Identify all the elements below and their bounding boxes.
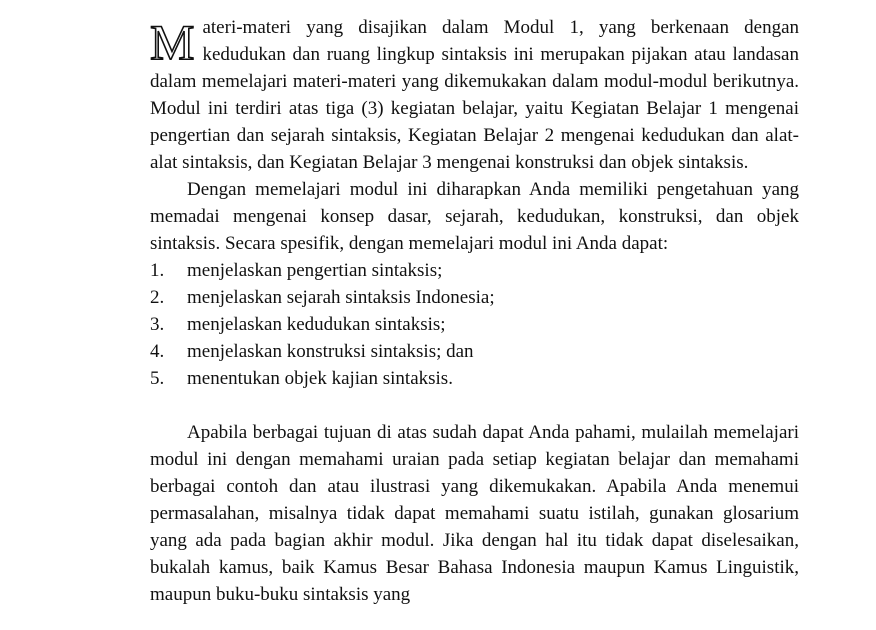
list-number: 5. bbox=[150, 368, 165, 389]
objectives-intro-paragraph: Dengan memelajari modul ini diharapkan Anda memiliki pengetahuan yang memadai mengenai konsep dasar, sejarah, kedudukan, konstruksi, dan objek sintaksis. Secara spesifik, dengan memelajari modul ini Anda dapat: bbox=[150, 179, 799, 254]
list-item bbox=[150, 338, 799, 365]
study-guidance-paragraph: Apabila berbagai tujuan di atas sudah dapat Anda pahami, mulailah memelajari modul ini dengan memahami uraian pada setiap kegiatan belajar dan memahami berbagai contoh dan atau ilustrasi yang dikemukakan. Apabila Anda menemui permasalahan, misalnya tidak dapat memahami suatu istilah, gunakan glosarium yang ada pada bagian akhir modul. Jika dengan hal itu tidak dapat diselesaikan, bukalah kamus, baik Kamus Besar Bahasa Indonesia maupun Kamus Linguistik, maupun buku-buku sintaksis yang bbox=[150, 422, 799, 605]
list-text: menjelaskan sejarah sintaksis Indonesia; bbox=[187, 287, 495, 308]
list-text: menjelaskan pengertian sintaksis; bbox=[187, 260, 443, 281]
objectives-list bbox=[150, 257, 799, 392]
drop-cap: M bbox=[150, 14, 195, 70]
list-item bbox=[150, 311, 799, 338]
list-number: 4. bbox=[150, 341, 165, 362]
list-number: 2. bbox=[150, 287, 165, 308]
intro-paragraph bbox=[150, 14, 799, 176]
list-item bbox=[150, 365, 799, 392]
list-text: menjelaskan konstruksi sintaksis; dan bbox=[187, 341, 474, 362]
intro-text: ateri-materi yang disajikan dalam Modul 1, yang berkenaan dengan kedudukan dan ruang lingkup sintaksis ini merupakan pijakan atau landasan dalam memelajari materi-materi yang dikemukakan dalam modul-modul berikutnya. Modul ini terdiri atas tiga (3) kegiatan belajar, yaitu Kegiatan Belajar 1 mengenai pengertian dan sejarah sintaksis, Kegiatan Belajar 2 mengenai kedudukan dan alat-alat sintaksis, dan Kegiatan Belajar 3 mengenai konstruksi dan objek sintaksis. bbox=[150, 17, 799, 173]
document-page bbox=[150, 14, 799, 608]
paragraph-spacer bbox=[150, 392, 799, 419]
list-number: 1. bbox=[150, 260, 165, 281]
list-item bbox=[150, 284, 799, 311]
list-text: menjelaskan kedudukan sintaksis; bbox=[187, 314, 446, 335]
list-item bbox=[150, 257, 799, 284]
list-number: 3. bbox=[150, 314, 165, 335]
list-text: menentukan objek kajian sintaksis. bbox=[187, 368, 453, 389]
